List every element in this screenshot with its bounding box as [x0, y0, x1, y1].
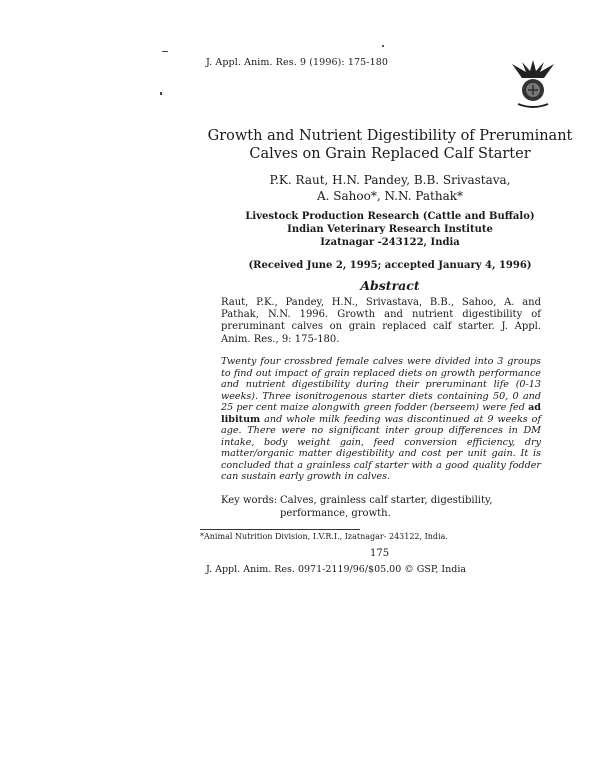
abstract-heading: Abstract [360, 278, 420, 293]
footnote-divider [200, 529, 360, 530]
received-dates: (Received June 2, 1995; accepted January 4, 1996) [248, 260, 532, 271]
title-line: Growth and Nutrient Digestibility of Preruminant [207, 128, 573, 144]
keywords-text: Calves, grainless calf starter, digestibility, performance, growth. [280, 495, 493, 519]
affiliation-line: Livestock Production Research (Cattle and Buffalo) [245, 211, 535, 222]
scan-speck [160, 92, 162, 95]
keywords-label: Key words: [221, 495, 278, 506]
abstract-body [221, 356, 541, 483]
author-list [230, 172, 550, 204]
abstract-emphasis: ad libitum [221, 402, 541, 425]
scan-speck [382, 45, 384, 47]
page-number: 175 [370, 548, 390, 559]
affiliation [230, 210, 550, 249]
citation: Raut, P.K., Pandey, H.N., Srivastava, B.B., Sahoo, A. and Pathak, N.N. 1996. Growth and nutrient digestibility of preruminant calves on grain replaced calf starter. J. Appl. Anim. Res., 9: 175-180. [221, 297, 541, 345]
abstract-text: Twenty four crossbred female calves were divided into 3 groups to find out impact of grain replaced diets on growth performance and nutrient digestibility during their preruminant life (0-13 weeks). Three isonitrogenous starter diets containing 50, 0 and 25 per cent maize alongwith green fodder (berseem) were fed [221, 356, 541, 413]
paper-title [190, 127, 590, 163]
affiliation-line: Indian Veterinary Research Institute [287, 224, 493, 235]
journal-header: J. Appl. Anim. Res. 9 (1996): 175-180 [206, 57, 389, 68]
scan-speck [162, 51, 168, 52]
authors-line: P.K. Raut, H.N. Pandey, B.B. Srivastava, [269, 173, 511, 187]
journal-footer: J. Appl. Anim. Res. 0971-2119/96/$05.00 © GSP, India [206, 564, 467, 575]
abstract-text: and whole milk feeding was discontinued at 9 weeks of age. There were no significant inter group differences in DM intake, body weight gain, feed conversion efficiency, dry matter/organic matter digestibility and cost per unit gain. It is concluded that a grainless calf starter with a good quality fodder can sustain early growth in calves. [221, 413, 541, 482]
footnote: *Animal Nutrition Division, I.V.R.I., Izatnagar- 243122, India. [200, 532, 448, 541]
authors-line: A. Sahoo*, N.N. Pathak* [316, 189, 464, 203]
keywords [221, 494, 551, 520]
title-line: Calves on Grain Replaced Calf Starter [249, 146, 531, 162]
publisher-logo-icon [508, 54, 558, 110]
affiliation-line: Izatnagar -243122, India [320, 237, 460, 248]
